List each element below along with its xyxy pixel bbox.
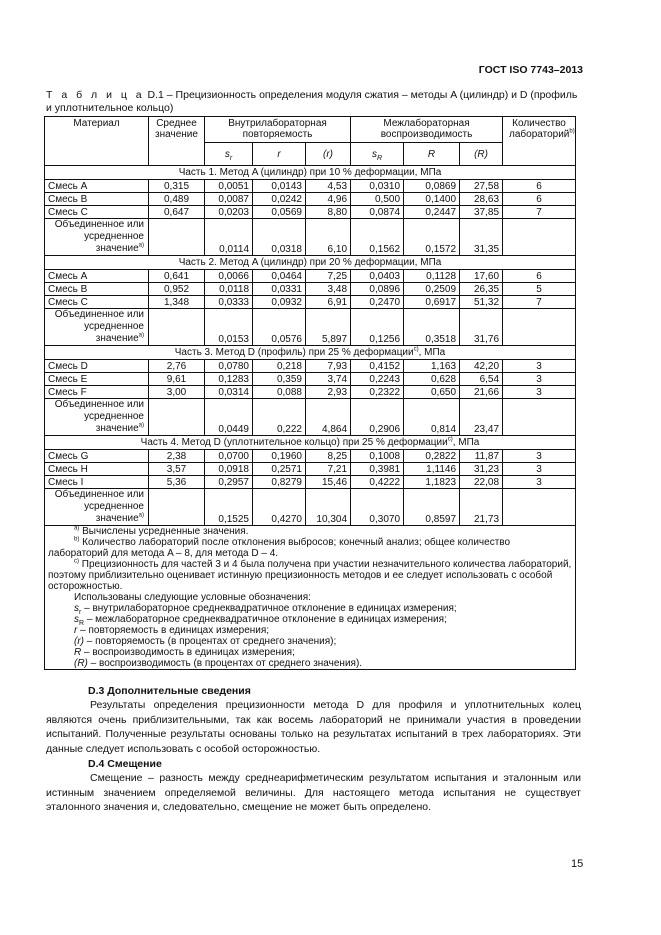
table-cell: Смесь A [45,180,149,193]
table-cell: 0,4152 [351,360,404,373]
table-row [45,450,576,463]
part-title-text: Часть 1. Метод A (цилиндр) при 10 % деформации, МПа [178,167,442,178]
table-cell: 6,91 [306,296,351,309]
table-row [45,270,576,283]
average-cell: 0,0576 [253,309,306,346]
part-title-text: Часть 4. Метод D (уплотнительное кольцо) при 25 % деформации [140,437,448,448]
average-cell: 0,2906 [351,399,404,436]
header-labs-text: Количество лабораторий [509,118,570,140]
average-labs-empty [503,219,576,256]
table-cell: 0,8279 [253,476,306,489]
table-row [45,180,576,193]
part-title-row [45,346,576,360]
average-cell: 5,897 [306,309,351,346]
average-cell: 31,76 [460,309,503,346]
sub-R: R [404,143,460,166]
average-label-text: Объединенное или усредненное значение [54,489,144,524]
footnote [48,537,572,559]
table-cell: 37,85 [460,206,503,219]
table-row [45,386,576,399]
symbol-def [48,647,572,658]
average-cell: 0,1572 [404,219,460,256]
d4-heading: D.4 Смещение [88,758,162,770]
table-cell: 0,2822 [404,450,460,463]
sub-sr [205,143,253,166]
symbol: s [74,614,79,625]
sub-sr-sym: s [224,148,230,160]
average-labs-empty [503,309,576,346]
average-cell: 0,8597 [404,489,460,526]
sub-r: r [253,143,306,166]
table-cell: 5 [503,283,576,296]
symbol-def [48,625,572,636]
sub-sR-idx: R [376,154,383,162]
footnote [48,526,572,537]
part-title [45,436,576,450]
table-cell: 0,0403 [351,270,404,283]
d4-text: Смещение – разность между среднеарифметическим результатом испытания и эталонным или истинным значением определяемой величины. Для настоящего метода испытания не существует эталонного значения и, следовательно, смещение не может быть определено. [46,772,581,813]
table-row [45,193,576,206]
table-cell: 5,36 [149,476,205,489]
average-cell: 0,222 [253,399,306,436]
table-row [45,373,576,386]
table-cell: Смесь C [45,206,149,219]
table-cell: 1,348 [149,296,205,309]
symbol-def [48,614,572,625]
caption-label: Т а б л и ц а [46,89,145,101]
table-cell: 3 [503,450,576,463]
table-cell: 3,74 [306,373,351,386]
table-row [45,206,576,219]
table-cell: 31,23 [460,463,503,476]
table-cell: 0,952 [149,283,205,296]
table-row [45,283,576,296]
table-cell: 21,66 [460,386,503,399]
table-cell: 8,80 [306,206,351,219]
table-cell: 1,163 [404,360,460,373]
average-cell: 21,73 [460,489,503,526]
table-cell: 6 [503,270,576,283]
d3-body [46,698,581,756]
table-cell: 1,1146 [404,463,460,476]
table-cell: 0,1400 [404,193,460,206]
average-cell: 6,10 [306,219,351,256]
average-label-sup: a) [138,512,144,519]
table-cell: Смесь G [45,450,149,463]
table-cell: Смесь B [45,283,149,296]
table-cell: 0,641 [149,270,205,283]
table-cell: 6 [503,180,576,193]
table-cell: 42,20 [460,360,503,373]
table-cell: 0,0918 [205,463,253,476]
table-cell: 0,647 [149,206,205,219]
part-title-tail: , МПа [418,347,446,358]
table-cell: 0,0333 [205,296,253,309]
symbol: r [74,625,78,636]
table-cell: Смесь C [45,296,149,309]
table-cell: 7,93 [306,360,351,373]
table-cell: 1,1823 [404,476,460,489]
table-cell: 0,0569 [253,206,306,219]
table-cell: 15,46 [306,476,351,489]
symbols-intro: Использованы следующие условные обозначения: [74,592,311,603]
table-cell: Смесь E [45,373,149,386]
average-label [45,399,149,436]
header-row [45,117,576,143]
table-cell: 0,2470 [351,296,404,309]
table-cell: 0,0143 [253,180,306,193]
part-title-sup: c) [447,436,453,443]
table-cell: 0,0464 [253,270,306,283]
table-cell: 0,2322 [351,386,404,399]
table-cell: 6 [503,193,576,206]
table-cell: 4,53 [306,180,351,193]
symbol-text: – воспроизводимость в единицах измерения; [81,647,295,658]
table-cell: 0,4222 [351,476,404,489]
average-label [45,219,149,256]
table-cell: 9,61 [149,373,205,386]
average-cell: 23,47 [460,399,503,436]
symbol-def [48,636,572,647]
d3-heading: D.3 Дополнительные сведения [88,685,251,697]
table-cell: Смесь I [45,476,149,489]
average-label-text: Объединенное или усредненное значение [54,309,144,344]
symbol-text: – внутрилабораторное среднеквадратичное отклонение в единицах измерения; [81,603,457,614]
table-cell: 0,2243 [351,373,404,386]
table-cell: 22,08 [460,476,503,489]
table-cell: Смесь D [45,360,149,373]
table-cell: 2,93 [306,386,351,399]
table-cell: 17,60 [460,270,503,283]
footnote-mark: b) [74,536,80,543]
table-caption [46,89,581,115]
part-title-row [45,166,576,180]
symbol: (R) [74,658,88,669]
symbol: R [74,647,82,658]
average-mean-empty [149,219,205,256]
sub-rp: (r) [306,143,351,166]
notes-row [45,526,576,670]
table-cell: 0,489 [149,193,205,206]
average-row [45,489,576,526]
average-mean-empty [149,309,205,346]
table-cell: Смесь B [45,193,149,206]
table-cell: 0,315 [149,180,205,193]
table-cell: 0,0331 [253,283,306,296]
part-title-row [45,436,576,450]
sub-sr-idx: r [229,154,233,162]
table-cell: 2,76 [149,360,205,373]
average-cell: 0,0449 [205,399,253,436]
sub-Rp: (R) [460,143,503,166]
d3-text: Результаты определения прецизионности метода D для профиля и уплотнительных колец являются очень приблизительными, так как восемь лабораторий не принимали участия в проведении испытаний. Полученные результаты основаны только на результатах испытаний в трех лабораториях. Эти данные следует использовать с особой осторожностью. [46,699,581,755]
table-cell: 0,2571 [253,463,306,476]
average-label-sup: a) [138,332,144,339]
table-cell: 3,48 [306,283,351,296]
table-cell: 0,0314 [205,386,253,399]
table-cell: 0,1008 [351,450,404,463]
average-label-text: Объединенное или усредненное значение [54,219,144,254]
footnote-text: Вычислены усредненные значения. [79,526,249,537]
average-row [45,219,576,256]
table-cell: 0,0780 [205,360,253,373]
symbol-text: – межлабораторное среднеквадратичное отклонение в единицах измерения; [84,614,447,625]
part-title-row [45,256,576,270]
average-labs-empty [503,399,576,436]
part-title [45,166,576,180]
table-cell: 0,0087 [205,193,253,206]
average-cell: 4,864 [306,399,351,436]
sub-sR [351,143,404,166]
header-inter: Межлабораторная воспроизводимость [351,117,503,143]
average-cell: 0,1562 [351,219,404,256]
average-labs-empty [503,489,576,526]
average-cell: 0,0114 [205,219,253,256]
table-cell: 0,0066 [205,270,253,283]
d4-body [46,771,581,815]
part-title [45,256,576,270]
average-label-sup: a) [138,422,144,429]
table-cell: 0,0242 [253,193,306,206]
part-title-text: Часть 3. Метод D (профиль) при 25 % деформации [174,347,414,358]
table-cell: 26,35 [460,283,503,296]
table-cell: 0,088 [253,386,306,399]
table-cell: 28,63 [460,193,503,206]
table-cell: 0,1128 [404,270,460,283]
average-row [45,309,576,346]
average-cell: 10,304 [306,489,351,526]
table-cell: 0,0874 [351,206,404,219]
table-cell: 51,32 [460,296,503,309]
part-title-sup: c) [413,346,419,353]
table-cell: 0,0118 [205,283,253,296]
table-cell: Смесь A [45,270,149,283]
symbol: s [74,603,79,614]
sub-sR-sym: s [371,148,377,160]
table-cell: 0,2957 [205,476,253,489]
table-cell: 3 [503,386,576,399]
table-cell: 0,0932 [253,296,306,309]
table-cell: 6,54 [460,373,503,386]
average-cell: 0,0318 [253,219,306,256]
symbol-text: – повторяемость (в процентах от среднего значения); [84,636,337,647]
average-label [45,489,149,526]
symbol: (r) [74,636,84,647]
standard-id: ГОСТ ISO 7743–2013 [478,64,583,76]
average-label-sup: a) [138,242,144,249]
table-cell: 0,0203 [205,206,253,219]
average-cell: 0,3518 [404,309,460,346]
symbol-text: – воспроизводимость (в процентах от среднего значения). [87,658,363,669]
table-row [45,296,576,309]
table-cell: 0,0310 [351,180,404,193]
header-labs [503,117,576,166]
table-cell: 0,650 [404,386,460,399]
average-cell: 0,3070 [351,489,404,526]
table-cell: 2,38 [149,450,205,463]
average-mean-empty [149,399,205,436]
average-cell: 0,0153 [205,309,253,346]
table-cell: 8,25 [306,450,351,463]
table-cell: 4,96 [306,193,351,206]
table-cell: 7,21 [306,463,351,476]
table-notes [45,526,576,670]
average-cell: 0,1256 [351,309,404,346]
table-cell: 0,0700 [205,450,253,463]
table-cell: 0,3981 [351,463,404,476]
symbol-text: – повторяемость в единицах измерения; [77,625,270,636]
precision-table [44,116,576,670]
page-number: 15 [571,858,584,870]
table-cell: 0,628 [404,373,460,386]
table-cell: 3 [503,373,576,386]
table-cell: 0,0896 [351,283,404,296]
header-labs-sup: b) [569,128,575,135]
symbol-index: r [79,609,82,616]
table-cell: 7 [503,206,576,219]
header-intra: Внутрилабораторная повторяемость [205,117,351,143]
average-row [45,399,576,436]
table-row [45,463,576,476]
table-cell: 0,1283 [205,373,253,386]
table-row [45,360,576,373]
table-cell: 3,57 [149,463,205,476]
footnote-mark: a) [74,525,80,532]
table-cell: 0,0051 [205,180,253,193]
symbol-def [48,658,572,669]
header-mean: Среднее значение [149,117,205,166]
caption-text: D.1 – Прецизионность определения модуля сжатия – методы A (цилиндр) и D (профиль и уплотнительное кольцо) [46,89,578,114]
average-cell: 0,814 [404,399,460,436]
table-cell: 3 [503,463,576,476]
table-cell: 0,500 [351,193,404,206]
table-cell: 0,1960 [253,450,306,463]
average-mean-empty [149,489,205,526]
part-title [45,346,576,360]
footnote-mark: c) [74,558,79,565]
part-title-text: Часть 2. Метод A (цилиндр) при 20 % деформации, МПа [178,257,442,268]
table-cell: 0,2509 [404,283,460,296]
footnote-text: Количество лабораторий после отклонения выбросов; конечный анализ; общее количество лабораторий для метода A – 8, для метода D – 4. [48,537,511,559]
table-cell: 0,359 [253,373,306,386]
footnote-text: Прецизионность для частей 3 и 4 была получена при участии незначительного количества лабораторий, поэтому приблизительно оценивает истинную прецизионность методов и ее следует использовать с особой осторожностью. [48,559,572,592]
average-cell: 0,1525 [205,489,253,526]
table-cell: 7,25 [306,270,351,283]
table-cell: 7 [503,296,576,309]
footnote [48,559,572,592]
table-cell: 11,87 [460,450,503,463]
table-cell: 0,0869 [404,180,460,193]
average-label [45,309,149,346]
table-cell: Смесь H [45,463,149,476]
average-label-text: Объединенное или усредненное значение [54,399,144,434]
table-cell: 0,6917 [404,296,460,309]
symbol-index: R [79,620,85,627]
table-row [45,476,576,489]
table-cell: 3 [503,360,576,373]
table-cell: 27,58 [460,180,503,193]
symbol-def [48,603,572,614]
part-title-tail: , МПа [452,437,480,448]
table-cell: 0,2447 [404,206,460,219]
table-cell: Смесь F [45,386,149,399]
average-cell: 31,35 [460,219,503,256]
header-material: Материал [45,117,149,166]
table-cell: 3,00 [149,386,205,399]
average-cell: 0,4270 [253,489,306,526]
table-cell: 3 [503,476,576,489]
table-cell: 0,218 [253,360,306,373]
